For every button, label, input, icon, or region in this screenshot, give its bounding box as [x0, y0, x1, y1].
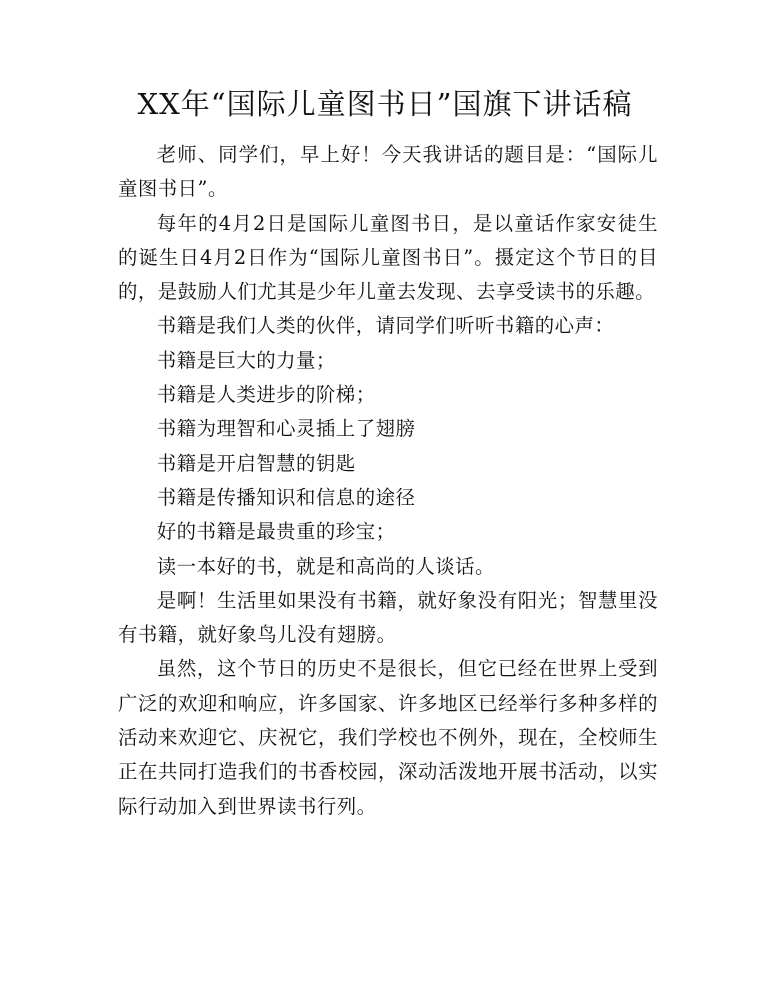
paragraph-book-line-7: 读一本好的书，就是和高尚的人谈话。	[156, 554, 495, 578]
document-body	[118, 138, 658, 824]
paragraph-book-line-5: 书籍是传播知识和信息的途径	[156, 485, 416, 509]
document-title: XX年“国际儿童图书日”国旗下讲话稿	[137, 87, 633, 121]
paragraph-book-voice-intro: 书籍是我们人类的伙伴，请同学们听听书籍的心声：	[156, 314, 615, 338]
paragraph-school-activity: 虽然，这个节日的历史不是很长，但它已经在世界上受到广泛的欢迎和响应，许多国家、许多地区已经举行多种多样的活动来欢迎它、庆祝它，我们学校也不例外，现在，全校师生正在共同打造我们的书香校园，深动活泼地开展书活动，以实际行动加入到世界读书行列。	[118, 657, 658, 818]
paragraph-book-line-2: 书籍是人类进步的阶梯；	[156, 383, 376, 407]
paragraph-book-line-3: 书籍为理智和心灵插上了翅膀	[156, 417, 416, 441]
paragraph-origin: 每年的4月2日是国际儿童图书日，是以童话作家安徒生的诞生日4月2日作为“国际儿童图书日”。摄定这个节日的目的，是鼓励人们尤其是少年儿童去发现、去享受读书的乐趣。	[118, 211, 658, 304]
paragraph-book-line-1: 书籍是巨大的力量；	[156, 348, 336, 372]
paragraph-book-line-6: 好的书籍是最贵重的珍宝；	[156, 520, 396, 544]
paragraph-greeting: 老师、同学们，早上好！今天我讲话的题目是：“国际儿童图书日”。	[118, 143, 658, 201]
paragraph-sunlight: 是啊！生活里如果没有书籍，就好象没有阳光；智慧里没有书籍，就好象鸟儿没有翅膀。	[118, 588, 658, 647]
paragraph-book-line-4: 书籍是开启智慧的钥匙	[156, 451, 356, 475]
